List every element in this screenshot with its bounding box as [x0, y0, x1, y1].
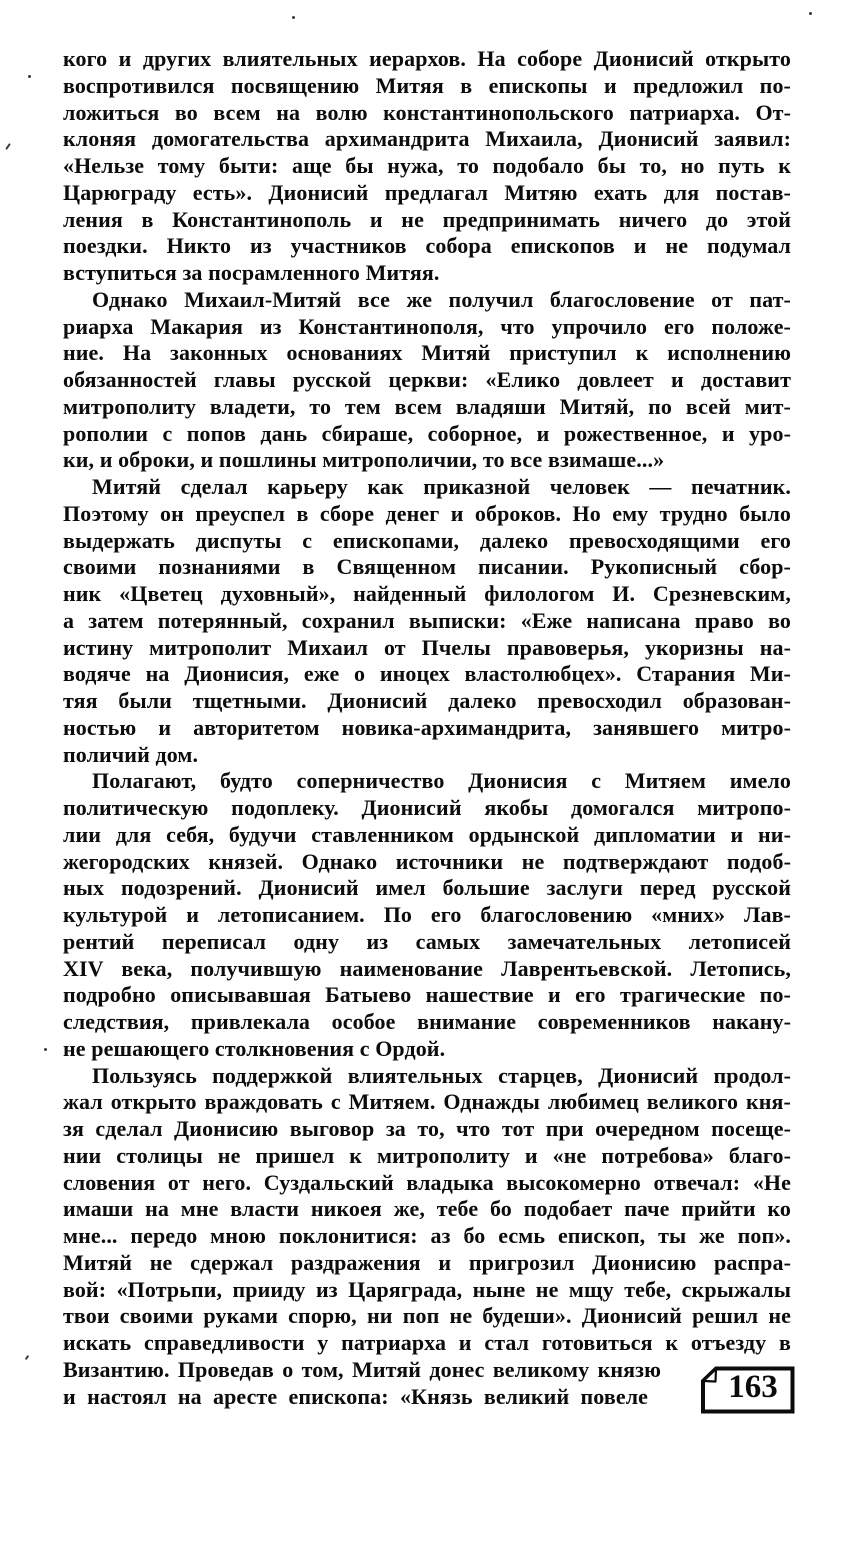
text-line: поличий дом.: [63, 741, 199, 767]
text-line: жал открыто враждовать с Митяем. Однажды любимец великого кня-: [63, 1089, 791, 1115]
text-line: выдержать диспуты с епископами, далеко превосходящими его: [63, 527, 791, 553]
text-line: мне... передо мною поклонитися: аз бо есмь епископ, ты же поп».: [63, 1223, 791, 1248]
scan-speck: [5, 143, 11, 150]
text-line: подробно описывавшая Батыево нашествие и его трагические по-: [63, 982, 791, 1008]
text-line: митрополиту владети, то тем всем владяши Митяй, по всей мит-: [63, 393, 791, 419]
text-line: политическую подоплеку. Дионисий якобы домогался митропо-: [63, 795, 791, 820]
text-line: XIV века, получившую наименование Лаврентьевской. Летопись,: [63, 955, 791, 981]
text-line: клоняя домогательства архимандрита Михаила, Дионисий заявил:: [63, 126, 791, 152]
text-line: вступиться за посрамленного Митяя.: [63, 260, 440, 285]
text-line: своими познаниями в Священном писании. Рукописный сбор-: [63, 554, 791, 580]
text-line: Однако Михаил-Митяй все же получил благословение от пат-: [92, 286, 791, 312]
text-line: словения от него. Суздальский владыка высокомерно отвечал: «Не: [63, 1169, 791, 1195]
text-line: культурой и летописанием. По его благословению «мних» Лав-: [63, 902, 791, 927]
text-line: имаши на мне власти никоея же, тебе бо подобает паче прийти ко: [63, 1196, 791, 1222]
text-line: ки, и оброки, и пошлины митрополичии, то все взимаше...»: [63, 447, 665, 473]
text-line: риарха Макария из Константинополя, что упрочило его положе-: [63, 313, 791, 339]
text-line: и настоял на аресте епископа: «Князь великий повеле: [63, 1383, 648, 1409]
text-line: Митяй сделал карьеру как приказной человек — печатник.: [92, 474, 791, 499]
text-line: твои своими руками спорю, ни поп не будеши». Дионисий решил не: [63, 1303, 791, 1329]
text-line: воспротивился посвящению Митяя в епископы и предложил по-: [63, 72, 791, 98]
text-line: «Нельзе тому быти: аще бы нужа, то подобало бы то, но путь к: [63, 153, 791, 178]
text-line: тяя были тщетными. Дионисий далеко превосходил образован-: [63, 688, 791, 713]
text-line: следствия, привлекала особое внимание современников накану-: [63, 1009, 791, 1034]
text-line: Пользуясь поддержкой влиятельных старцев, Дионисий продол-: [92, 1062, 791, 1088]
text-line: поездки. Никто из участников собора епископов и не подумал: [63, 233, 791, 259]
text-line: ложиться во всем на волю константинопольского патриарха. От-: [63, 99, 791, 125]
scan-speck: [28, 75, 31, 78]
text-line: водяче на Дионисия, еже о иноцех властолюбцех». Старания Ми-: [63, 661, 791, 687]
text-line: ных подозрений. Дионисий имел большие заслуги перед русской: [63, 875, 791, 901]
text-line: ник «Цветец духовный», найденный филологом И. Срезневским,: [63, 581, 791, 606]
text-line: не решающего столкновения с Ордой.: [63, 1035, 446, 1061]
text-line: Митяй не сдержал раздражения и пригрозил Дионисию распра-: [63, 1249, 791, 1275]
page-number: 163: [728, 1369, 778, 1405]
text-line: жегородских князей. Однако источники не подтверждают подоб-: [63, 848, 791, 874]
scan-speck: [25, 1355, 30, 1360]
text-line: нии столицы не пришел к митрополиту и «не потребова» благо-: [63, 1142, 791, 1168]
text-line: ления в Константинополь и не предпринимать ничего до этой: [63, 206, 791, 232]
text-line: кого и других влиятельных иерархов. На соборе Дионисий открыто: [63, 46, 791, 71]
text-line: обязанностей главы русской церкви: «Елико довлеет и доставит: [63, 367, 791, 392]
text-line: ние. На законных основаниях Митяй приступил к исполнению: [63, 340, 791, 366]
scan-speck: [809, 12, 812, 15]
text-block: [63, 46, 791, 1410]
text-line: лии для себя, будучи ставленником ордынской дипломатии и ни-: [63, 821, 791, 847]
text-line: ностью и авторитетом новика-архимандрита, занявшего митро-: [63, 714, 791, 740]
text-line: рополии с попов дань сбираше, соборное, и рожественное, и уро-: [63, 420, 791, 446]
scan-speck: [44, 1048, 47, 1051]
text-line: Царюграду есть». Дионисий предлагал Митяю ехать для постав-: [63, 179, 791, 205]
text-line: зя сделал Дионисию выговор за то, что тот при очередном посеще-: [63, 1116, 791, 1141]
text-line: Полагают, будто соперничество Дионисия с Митяем имело: [92, 768, 791, 794]
text-line: Поэтому он преуспел в сборе денег и оброков. Но ему трудно было: [63, 500, 791, 526]
text-line: вой: «Потрьпи, прииду из Царяграда, ныне не мщу тебе, скрыжалы: [63, 1276, 791, 1302]
text-line: искать справедливости у патриарха и стал готовиться к отъезду в: [63, 1330, 791, 1355]
scan-speck: [292, 16, 295, 19]
text-line: Византию. Проведав о том, Митяй донес великому князю: [63, 1356, 661, 1382]
text-line: истину митрополит Михаил от Пчелы правоверья, укоризны на-: [63, 634, 791, 660]
text-line: рентий переписал одну из самых замечательных летописей: [63, 928, 791, 954]
text-line: а затем потерянный, сохранил выписки: «Еже написана право во: [63, 607, 791, 633]
page-number-box: [700, 1366, 796, 1415]
